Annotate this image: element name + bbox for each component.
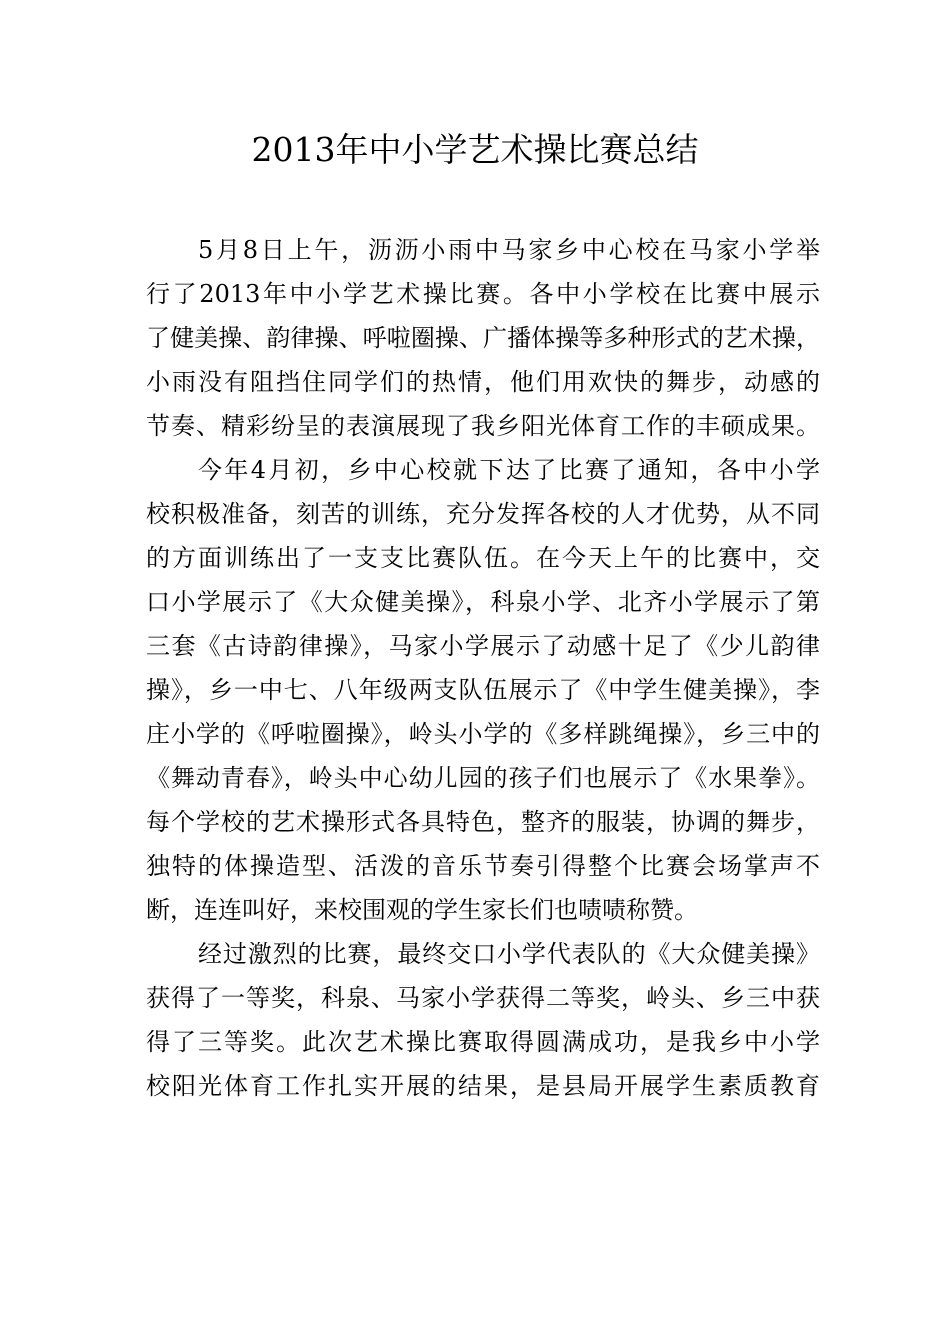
text-line: 《舞动青春》，岭头中心幼儿园的孩子们也展示了《水果拳》。: [146, 764, 820, 792]
text-line: 操》，乡一中七、八年级两支队伍展示了《中学生健美操》，李: [146, 676, 820, 704]
paragraph-2: [146, 448, 820, 932]
text-line: 经过激烈的比赛，最终交口小学代表队的《大众健美操》: [198, 940, 820, 968]
text-line: 行了2013年中小学艺术操比赛。各中小学校在比赛中展示: [146, 280, 820, 308]
text-line: 每个学校的艺术操形式各具特色，整齐的服装，协调的舞步，: [146, 808, 820, 836]
paragraph-3: [146, 932, 820, 1108]
document-title: 2013年中小学艺术操比赛总结: [251, 130, 699, 169]
text-line: 断，连连叫好，来校围观的学生家长们也啧啧称赞。: [146, 896, 698, 924]
text-line: 庄小学的《呼啦圈操》，岭头小学的《多样跳绳操》，乡三中的: [146, 720, 820, 748]
text-line: 节奏、精彩纷呈的表演展现了我乡阳光体育工作的丰硕成果。: [146, 412, 820, 440]
text-line: 得了三等奖。此次艺术操比赛取得圆满成功，是我乡中小学: [146, 1028, 820, 1056]
text-line: 小雨没有阻挡住同学们的热情，他们用欢快的舞步，动感的: [146, 368, 820, 396]
document-body: [146, 228, 820, 1108]
text-line: 获得了一等奖，科泉、马家小学获得二等奖，岭头、乡三中获: [146, 984, 820, 1012]
text-line: 校阳光体育工作扎实开展的结果，是县局开展学生素质教育: [146, 1072, 820, 1100]
paragraph-1: [146, 228, 820, 448]
text-line: 的方面训练出了一支支比赛队伍。在今天上午的比赛中，交: [146, 544, 820, 572]
text-line: 三套《古诗韵律操》，马家小学展示了动感十足了《少儿韵律: [146, 632, 820, 660]
text-line: 校积极准备，刻苦的训练，充分发挥各校的人才优势，从不同: [146, 500, 820, 528]
text-line: 今年4月初，乡中心校就下达了比赛了通知，各中小学: [198, 456, 820, 484]
text-line: 5月8日上午，沥沥小雨中马家乡中心校在马家小学举: [198, 236, 820, 264]
text-line: 独特的体操造型、活泼的音乐节奏引得整个比赛会场掌声不: [146, 852, 820, 880]
text-line: 了健美操、韵律操、呼啦圈操、广播体操等多种形式的艺术操，: [146, 324, 820, 352]
text-line: 口小学展示了《大众健美操》，科泉小学、北齐小学展示了第: [146, 588, 820, 616]
